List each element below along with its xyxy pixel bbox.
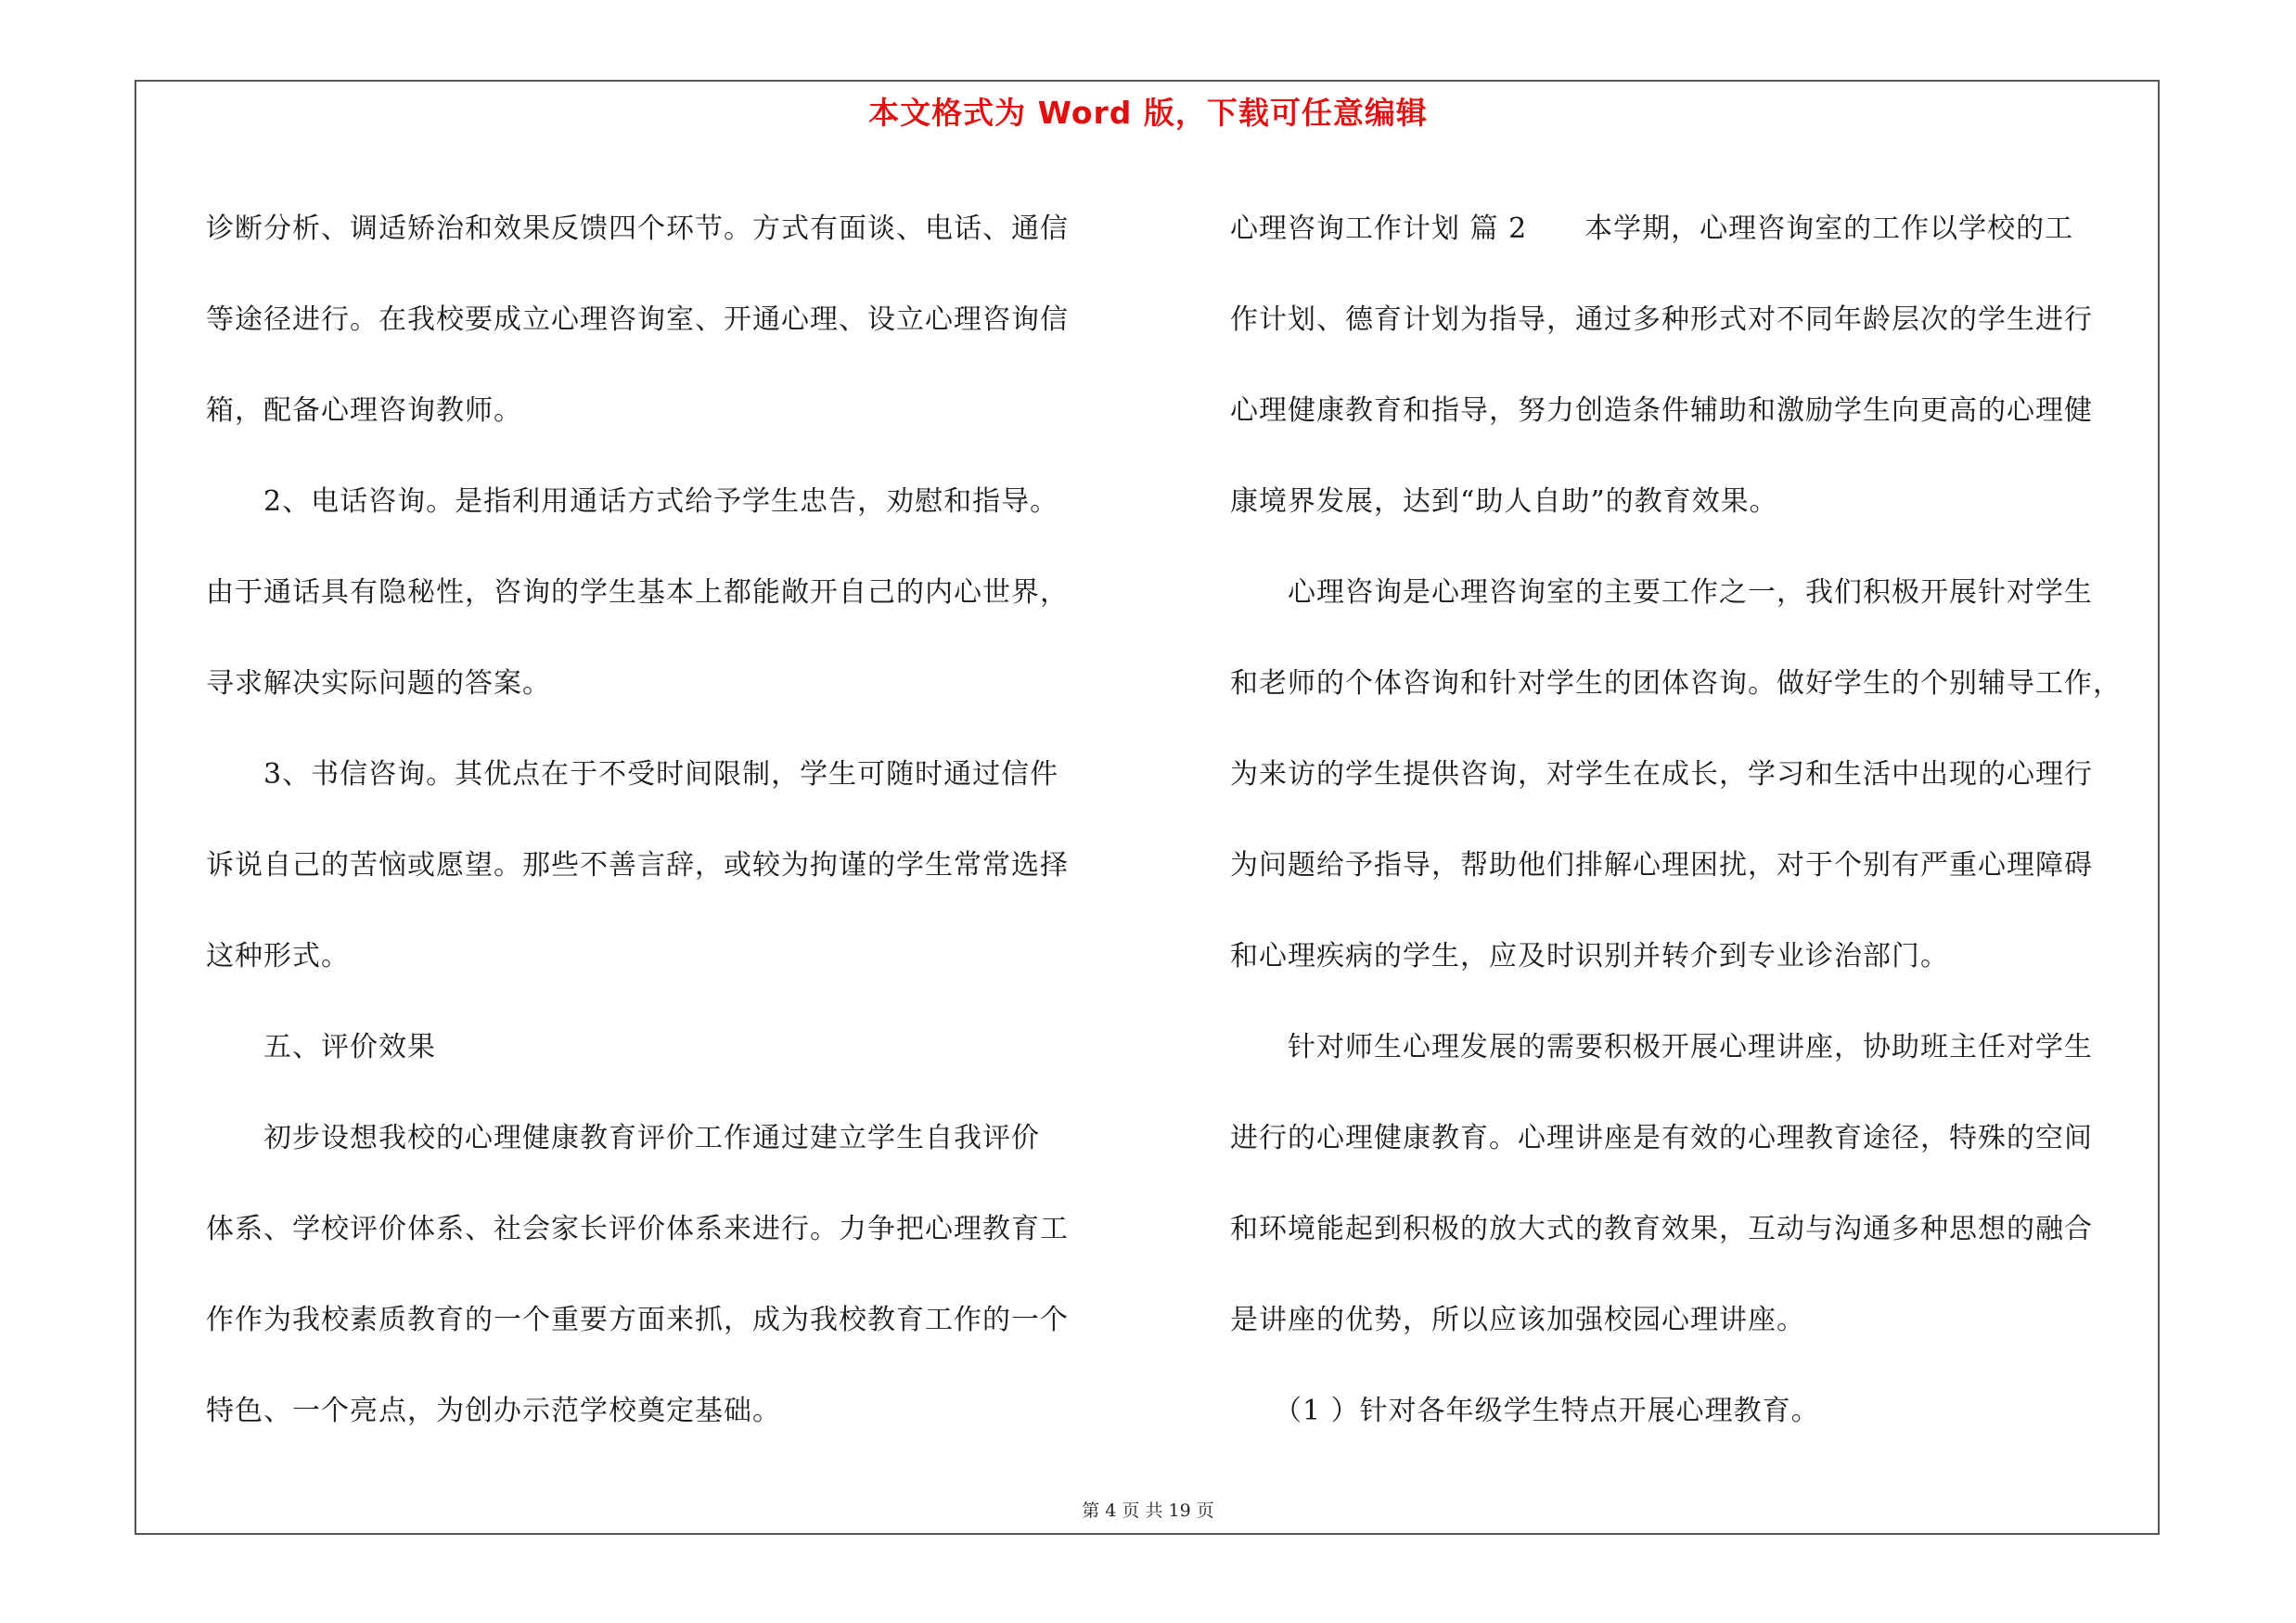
text-line: 诉说自己的苦恼或愿望。那些不善言辞，或较为拘谨的学生常常选择 (206, 849, 1069, 882)
text-line: 体系、学校评价体系、社会家长评价体系来进行。力争把心理教育工 (206, 1213, 1069, 1245)
text-line: 心理咨询是心理咨询室的主要工作之一，我们积极开展针对学生 (1230, 576, 2093, 609)
text-line: 特色、一个亮点，为创办示范学校奠定基础。 (206, 1395, 781, 1427)
text-line: 作作为我校素质教育的一个重要方面来抓，成为我校教育工作的一个 (206, 1304, 1069, 1336)
text-line: 箱，配备心理咨询教师。 (206, 394, 522, 427)
text-line: 和环境能起到积极的放大式的教育效果，互动与沟通多种思想的融合 (1230, 1213, 2093, 1245)
text-line: 针对师生心理发展的需要积极开展心理讲座，协助班主任对学生 (1230, 1031, 2093, 1063)
text-line: 作计划、德育计划为指导，通过多种形式对不同年龄层次的学生进行 (1230, 303, 2093, 336)
header-banner: 本文格式为 Word 版，下载可任意编辑 (868, 95, 1428, 131)
section-heading: 五、评价效果 (206, 1031, 436, 1063)
text-line: 诊断分析、调适矫治和效果反馈四个环节。方式有面谈、电话、通信 (206, 213, 1069, 245)
right-column (1230, 184, 2158, 1457)
text-line: 2、电话咨询。是指利用通话方式给予学生忠告，劝慰和指导。 (206, 485, 1059, 518)
right-column-text (1230, 184, 2158, 1457)
text-line: 初步设想我校的心理健康教育评价工作通过建立学生自我评价 (206, 1122, 1040, 1154)
text-line: 进行的心理健康教育。心理讲座是有效的心理教育途径，特殊的空间 (1230, 1122, 2093, 1154)
text-line: 和老师的个体咨询和针对学生的团体咨询。做好学生的个别辅导工作， (1230, 667, 2122, 700)
text-line: 这种形式。 (206, 940, 350, 973)
text-line: 为来访的学生提供咨询，对学生在成长，学习和生活中出现的心理行 (1230, 758, 2093, 791)
text-line: 心理咨询工作计划 篇 2 本学期，心理咨询室的工作以学校的工 (1230, 213, 2074, 245)
text-line: 等途径进行。在我校要成立心理咨询室、开通心理、设立心理咨询信 (206, 303, 1069, 336)
text-line: 3、书信咨询。其优点在于不受时间限制，学生可随时通过信件 (206, 758, 1059, 791)
text-line: 心理健康教育和指导，努力创造条件辅助和激励学生向更高的心理健 (1230, 394, 2093, 427)
text-line: 是讲座的优势，所以应该加强校园心理讲座。 (1230, 1304, 1805, 1336)
page-number-footer: 第 4 页 共 19 页 (1082, 1501, 1214, 1521)
text-line: 寻求解决实际问题的答案。 (206, 667, 551, 700)
text-line: 康境界发展，达到“助人自助”的教育效果。 (1230, 485, 1778, 518)
text-line: 为问题给予指导，帮助他们排解心理困扰，对于个别有严重心理障碍 (1230, 849, 2093, 882)
left-column (206, 184, 1148, 1457)
text-line: （1 ）针对各年级学生特点开展心理教育。 (1230, 1395, 1820, 1427)
text-line: 和心理疾病的学生，应及时识别并转介到专业诊治部门。 (1230, 940, 1949, 973)
left-column-text (206, 184, 1148, 1457)
text-line: 由于通话具有隐秘性，咨询的学生基本上都能敞开自己的内心世界， (206, 576, 1069, 609)
